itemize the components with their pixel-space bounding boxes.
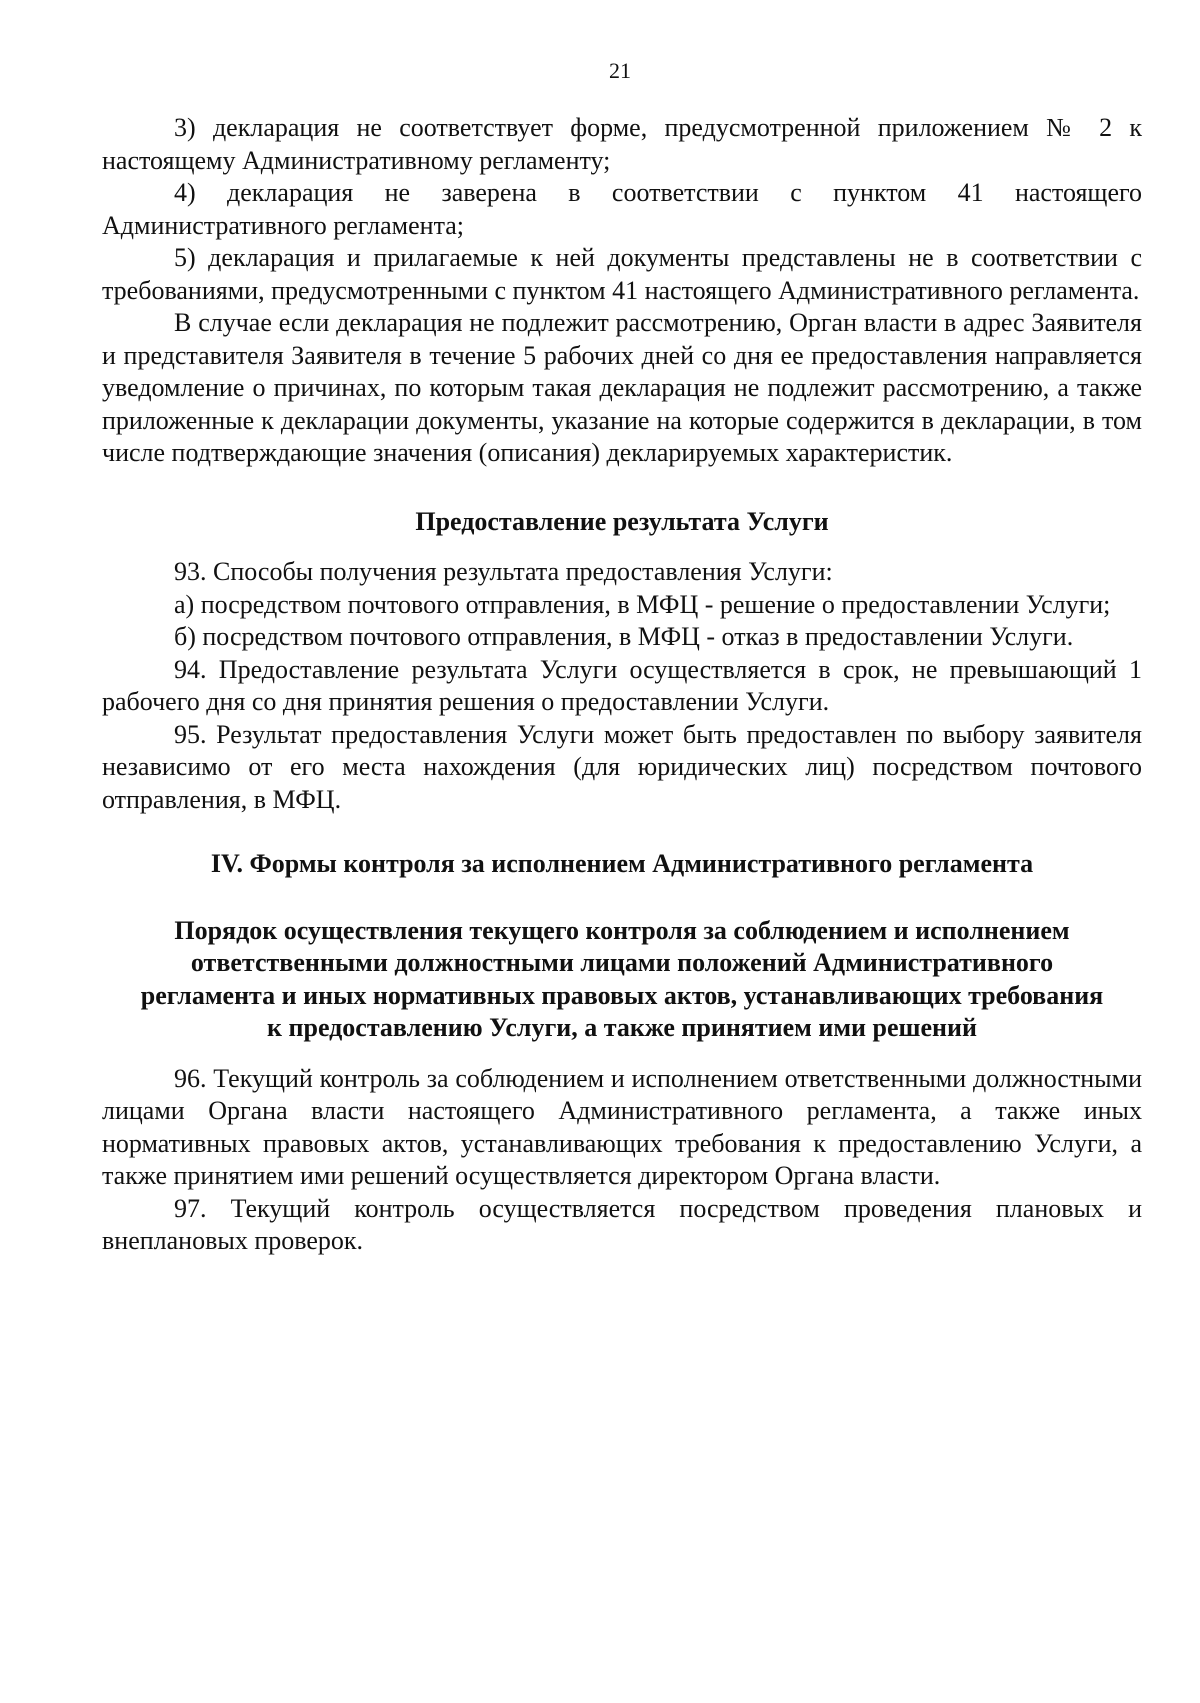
paragraph-96: 96. Текущий контроль за соблюдением и исполнением ответственными должностными лицами Органа власти настоящего Административного регламента, а также иных нормативных правовых актов, устанавливающих требования к предоставлению Услуги, а также принятием ими решений осуществляется директором Органа власти. <box>102 1063 1142 1190</box>
heading-service-result: Предоставление результата Услуги <box>415 506 829 536</box>
document-body <box>102 112 1142 1258</box>
page-number: 21 <box>609 58 631 83</box>
paragraph-95: 95. Результат предоставления Услуги может быть предоставлен по выбору заявителя независимо от его места нахождения (для юридических лиц) посредством почтового отправления, в МФЦ. <box>102 719 1142 814</box>
paragraph-94: 94. Предоставление результата Услуги осуществляется в срок, не превышающий 1 рабочего дня со дня принятия решения о предоставлении Услуги. <box>102 654 1142 716</box>
paragraph-item-5: 5) декларация и прилагаемые к ней документы представлены не в соответствии с требованиями, предусмотренными с пунктом 41 настоящего Административного регламента. <box>102 243 1142 305</box>
paragraph-item-4: 4) декларация не заверена в соответствии с пунктом 41 настоящего Административного регламента; <box>102 178 1142 240</box>
section-heading-iv: IV. Формы контроля за исполнением Административного регламента <box>210 849 1034 878</box>
heading-current-control: Порядок осуществления текущего контроля за соблюдением и исполнением ответственными должностными лицами положений Административного регламента и иных нормативных правовых актов, устанавливающих требования к предоставлению Услуги, а также принятием ими решений <box>140 915 1104 1042</box>
paragraph-93: 93. Способы получения результата предоставления Услуги: <box>174 557 833 586</box>
paragraph-item-3: 3) декларация не соответствует форме, предусмотренной приложением № 2 к настоящему Административному регламенту; <box>102 113 1142 175</box>
paragraph-not-considered: В случае если декларация не подлежит рассмотрению, Орган власти в адрес Заявителя и представителя Заявителя в течение 5 рабочих дней со дня ее предоставления направляется уведомление о причинах, по которым такая декларация не подлежит рассмотрению, а также приложенные к декларации документы, указание на которые содержится в декларации, в том числе подтверждающие значения (описания) декларируемых характеристик. <box>102 308 1142 467</box>
paragraph-93-b: б) посредством почтового отправления, в МФЦ - отказ в предоставлении Услуги. <box>174 622 1074 651</box>
paragraph-93-a: а) посредством почтового отправления, в МФЦ - решение о предоставлении Услуги; <box>174 589 1111 619</box>
paragraph-97: 97. Текущий контроль осуществляется посредством проведения плановых и внеплановых проверок. <box>102 1193 1142 1255</box>
